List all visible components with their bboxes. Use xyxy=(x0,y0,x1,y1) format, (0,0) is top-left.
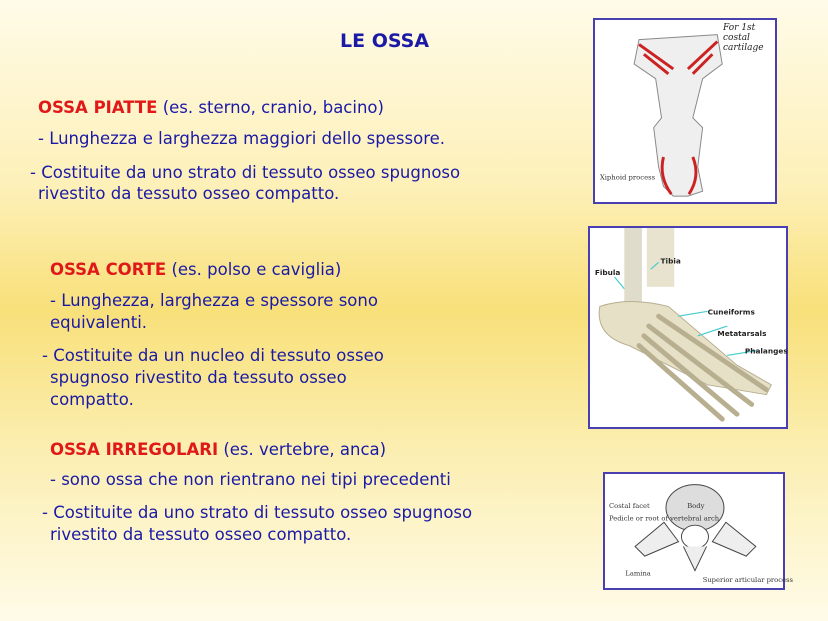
svg-text:Fibula: Fibula xyxy=(594,268,621,278)
svg-text:Phalanges: Phalanges xyxy=(744,346,788,356)
short-bones-line2: - Costituite da un nucleo di tessuto osseo xyxy=(42,346,384,365)
irregular-bones-line2: - Costituite da uno strato di tessuto osseo spugnoso xyxy=(42,503,473,522)
short-bones-line1-cont: equivalenti. xyxy=(50,313,148,332)
svg-text:Tibia: Tibia xyxy=(660,256,681,266)
svg-text:Body: Body xyxy=(687,501,705,510)
svg-text:Cuneiforms: Cuneiforms xyxy=(707,307,755,317)
svg-text:Pedicle or root of vertebral a: Pedicle or root of vertebral arch xyxy=(608,514,720,523)
svg-text:Lamina: Lamina xyxy=(625,569,651,578)
short-bones-line1: - Lunghezza, larghezza e spessore sono xyxy=(50,291,378,310)
svg-text:Superior articular process: Superior articular process xyxy=(702,576,793,585)
svg-text:Xiphoid process: Xiphoid process xyxy=(599,173,656,182)
irregular-bones-line1: - sono ossa che non rientrano nei tipi precedenti xyxy=(50,470,451,489)
short-bones-heading: OSSA CORTE (es. polso e caviglia) xyxy=(50,260,342,279)
page-title: LE OSSA xyxy=(340,30,430,52)
short-bones-line2-cont2: compatto. xyxy=(50,390,134,409)
svg-text:Metatarsals: Metatarsals xyxy=(717,328,767,338)
flat-bones-line1: - Lunghezza e larghezza maggiori dello spessore. xyxy=(38,129,446,148)
flat-bones-line2: - Costituite da uno strato di tessuto osseo spugnoso xyxy=(30,163,461,182)
short-bones-line2-cont: spugnoso rivestito da tessuto osseo xyxy=(50,368,347,387)
costal-cartilage-label: For 1st costal cartilage xyxy=(723,23,775,53)
svg-text:Costal facet: Costal facet xyxy=(608,501,650,510)
flat-bones-line2-cont: rivestito da tessuto osseo compatto. xyxy=(38,184,340,203)
irregular-bones-line2-cont: rivestito da tessuto osseo compatto. xyxy=(50,525,352,544)
sternum-image xyxy=(593,18,777,204)
irregular-bones-heading: OSSA IRREGOLARI (es. vertebre, anca) xyxy=(50,440,387,459)
flat-bones-heading: OSSA PIATTE (es. sterno, cranio, bacino) xyxy=(38,98,384,117)
foot-bones-image xyxy=(588,226,788,429)
vertebra-image xyxy=(603,472,793,590)
